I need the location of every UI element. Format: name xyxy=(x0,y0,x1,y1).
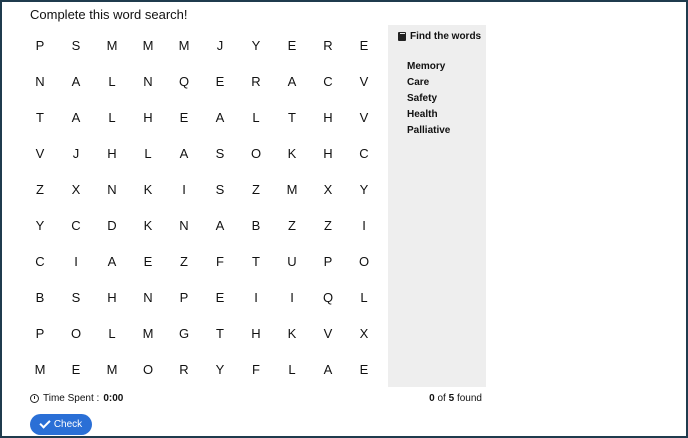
grid-cell[interactable]: E xyxy=(287,37,297,53)
found-count: 0 xyxy=(429,393,435,404)
grid-cell[interactable]: A xyxy=(107,253,117,269)
checkmark-icon xyxy=(39,417,50,428)
grid-cell[interactable]: Z xyxy=(36,181,44,197)
grid-cell[interactable]: K xyxy=(143,181,153,197)
grid-cell[interactable]: Y xyxy=(359,181,369,197)
word-item: Care xyxy=(407,77,430,88)
grid-cell[interactable]: E xyxy=(359,37,369,53)
grid-cell[interactable]: K xyxy=(287,145,297,161)
grid-cell[interactable]: Q xyxy=(322,289,334,305)
grid-cell[interactable]: X xyxy=(71,181,81,197)
time-spent-value: 0:00 xyxy=(103,393,124,404)
grid-cell[interactable]: S xyxy=(71,37,81,53)
grid-cell[interactable]: S xyxy=(71,289,81,305)
grid-cell[interactable]: B xyxy=(251,217,261,233)
check-button-label: Check xyxy=(53,419,83,430)
grid-cell[interactable]: A xyxy=(179,145,189,161)
word-list-panel xyxy=(388,25,486,387)
grid-cell[interactable]: E xyxy=(179,109,189,125)
book-icon xyxy=(398,32,406,41)
grid-cell[interactable]: A xyxy=(71,109,81,125)
grid-cell[interactable]: O xyxy=(142,361,154,377)
word-list xyxy=(407,59,450,139)
grid-cell[interactable]: X xyxy=(323,181,333,197)
grid-cell[interactable]: I xyxy=(74,253,78,269)
grid-cell[interactable]: U xyxy=(287,253,297,269)
grid-cell[interactable]: E xyxy=(359,361,369,377)
grid-cell[interactable]: N xyxy=(143,289,153,305)
grid-cell[interactable]: J xyxy=(72,145,80,161)
grid-cell[interactable]: C xyxy=(323,73,333,89)
grid-cell[interactable]: R xyxy=(323,37,333,53)
word-item: Safety xyxy=(407,93,438,104)
grid-cell[interactable]: Z xyxy=(252,181,260,197)
find-words-title: Find the words xyxy=(410,31,482,42)
grid-cell[interactable]: M xyxy=(286,181,298,197)
grid-cell[interactable]: K xyxy=(143,217,153,233)
grid-cell[interactable]: F xyxy=(216,253,224,269)
grid-cell[interactable]: X xyxy=(359,325,369,341)
grid-cell[interactable]: M xyxy=(142,37,154,53)
grid-cell[interactable]: Y xyxy=(251,37,261,53)
grid-cell[interactable]: M xyxy=(178,37,190,53)
grid-cell[interactable]: P xyxy=(323,253,333,269)
grid-cell[interactable]: L xyxy=(108,109,116,125)
word-search-grid xyxy=(22,25,388,387)
grid-cell[interactable]: I xyxy=(290,289,294,305)
grid-cell[interactable]: Y xyxy=(35,217,45,233)
grid-cell[interactable]: N xyxy=(35,73,45,89)
grid-cell[interactable]: H xyxy=(323,109,333,125)
grid-cell[interactable]: C xyxy=(71,217,81,233)
instruction-text: Complete this word search! xyxy=(30,7,188,22)
grid-cell[interactable]: O xyxy=(250,145,262,161)
grid-cell[interactable]: H xyxy=(107,145,117,161)
time-spent-label: Time Spent : xyxy=(43,393,100,404)
grid-cell[interactable]: Z xyxy=(288,217,296,233)
check-button[interactable] xyxy=(30,414,92,435)
grid-cell[interactable]: A xyxy=(287,73,297,89)
grid-cell[interactable]: R xyxy=(251,73,261,89)
grid-cell[interactable]: J xyxy=(216,37,224,53)
grid-cell[interactable]: L xyxy=(108,73,116,89)
grid-cell[interactable]: T xyxy=(216,325,224,341)
found-suffix: found xyxy=(456,393,482,404)
grid-cell[interactable]: A xyxy=(71,73,81,89)
time-spent xyxy=(30,393,123,404)
grid-cell[interactable]: A xyxy=(215,217,225,233)
grid-cell[interactable]: N xyxy=(179,217,189,233)
grid-cell[interactable]: L xyxy=(252,109,260,125)
grid-cell[interactable]: N xyxy=(143,73,153,89)
grid-cell[interactable]: L xyxy=(288,361,296,377)
grid-cell[interactable]: H xyxy=(323,145,333,161)
grid-cell[interactable]: O xyxy=(70,325,82,341)
grid-cell[interactable]: V xyxy=(323,325,333,341)
word-item: Palliative xyxy=(407,125,451,136)
grid-cell[interactable]: E xyxy=(143,253,153,269)
grid-cell[interactable]: Z xyxy=(324,217,332,233)
grid-cell[interactable]: D xyxy=(107,217,117,233)
grid-cell[interactable]: L xyxy=(144,145,152,161)
word-item: Memory xyxy=(407,61,446,72)
grid-cell[interactable]: V xyxy=(359,109,369,125)
grid-cell[interactable]: P xyxy=(35,325,45,341)
grid-cell[interactable]: A xyxy=(323,361,333,377)
grid-cell[interactable]: G xyxy=(178,325,190,341)
found-counter xyxy=(429,393,482,404)
grid-cell[interactable]: M xyxy=(34,361,46,377)
grid-cell[interactable]: E xyxy=(71,361,81,377)
grid-cell[interactable]: Q xyxy=(178,73,190,89)
grid-cell[interactable]: T xyxy=(288,109,296,125)
find-words-header xyxy=(398,31,481,42)
grid-cell[interactable]: H xyxy=(107,289,117,305)
word-item: Health xyxy=(407,109,438,120)
grid-cell[interactable]: M xyxy=(142,325,154,341)
grid-cell[interactable]: T xyxy=(252,253,260,269)
found-of: of xyxy=(437,393,446,404)
grid-cell[interactable]: V xyxy=(35,145,45,161)
grid-cell[interactable]: V xyxy=(359,73,369,89)
grid-cell[interactable]: C xyxy=(35,253,45,269)
grid-cell[interactable]: M xyxy=(106,361,118,377)
grid-cell[interactable]: T xyxy=(36,109,44,125)
grid-cell[interactable]: P xyxy=(35,37,45,53)
grid-cell[interactable]: B xyxy=(35,289,45,305)
grid-cell[interactable]: O xyxy=(358,253,370,269)
grid-cell[interactable]: I xyxy=(254,289,258,305)
grid-cell[interactable]: Z xyxy=(180,253,188,269)
grid-cell[interactable]: N xyxy=(107,181,117,197)
clock-icon xyxy=(30,394,39,403)
grid-cell[interactable]: L xyxy=(108,325,116,341)
grid-cell[interactable]: H xyxy=(143,109,153,125)
grid-cell[interactable]: R xyxy=(179,361,189,377)
grid-cell[interactable]: I xyxy=(182,181,186,197)
grid-cell[interactable]: S xyxy=(215,181,225,197)
grid-cell[interactable]: H xyxy=(251,325,261,341)
grid-cell[interactable]: P xyxy=(179,289,189,305)
grid-cell[interactable]: E xyxy=(215,73,225,89)
found-total: 5 xyxy=(448,393,455,404)
grid-cell[interactable]: E xyxy=(215,289,225,305)
grid-cell[interactable]: M xyxy=(106,37,118,53)
grid-cell[interactable]: A xyxy=(215,109,225,125)
grid-cell[interactable]: F xyxy=(252,361,260,377)
grid-cell[interactable]: K xyxy=(287,325,297,341)
grid-cell[interactable]: Y xyxy=(215,361,225,377)
grid-cell[interactable]: L xyxy=(360,289,368,305)
grid-cell[interactable]: S xyxy=(215,145,225,161)
grid-cell[interactable]: C xyxy=(359,145,369,161)
grid-cell[interactable]: I xyxy=(362,217,366,233)
